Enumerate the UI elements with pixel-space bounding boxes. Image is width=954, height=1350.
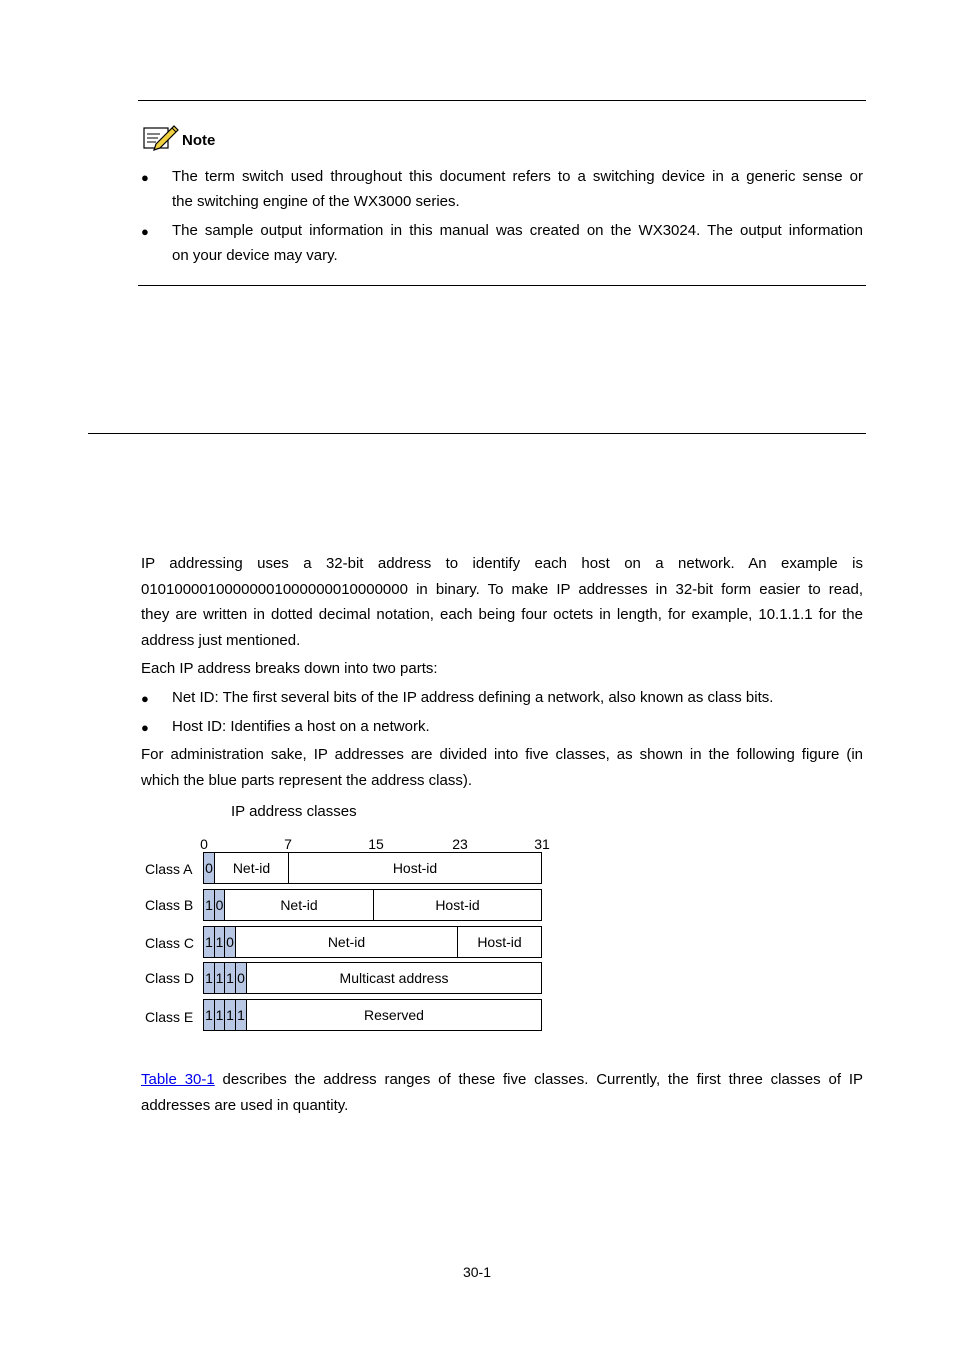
intro-line-2: 01010000100000001000000010000000 in binary. To make IP addresses in 32-bit form easier to read,: [141, 580, 863, 598]
class-c-bit-3: 0: [225, 927, 236, 957]
class-d-row: [203, 962, 542, 994]
class-d-label: Class D: [145, 970, 195, 986]
note-bullet-2-line-1: The sample output information in this manual was created on the WX3024. The output information: [172, 222, 863, 239]
class-b-net-id: Net-id: [225, 890, 374, 920]
intro-line-3: they are written in dotted decimal notation, each being four octets in length, for example, 10.1.1.1 for the: [141, 606, 863, 623]
class-a-row: [203, 852, 542, 884]
class-e-bit-3: 1: [225, 1000, 236, 1030]
class-d-bit-2: 1: [215, 963, 225, 993]
bit-tick-31: 31: [534, 836, 550, 852]
parts-paragraph: Each IP address breaks down into two parts:: [141, 660, 438, 677]
note-bottom-rule: [138, 285, 866, 286]
note-top-rule: [138, 100, 866, 101]
note-bullet-2: [172, 218, 863, 268]
class-e-bit-2: 1: [215, 1000, 225, 1030]
list-bullet-1-dot: ●: [141, 691, 149, 706]
class-a-label: Class A: [145, 861, 193, 877]
list-bullet-2-dot: ●: [141, 720, 149, 735]
class-c-label: Class C: [145, 935, 195, 951]
class-b-row: [203, 889, 542, 921]
class-e-reserved: Reserved: [364, 1007, 424, 1023]
intro-line-4: address just mentioned.: [141, 631, 301, 649]
classes-line-1: For administration sake, IP addresses are divided into five classes, as shown in the following figure (in: [141, 746, 863, 763]
class-b-host-id: Host-id: [435, 897, 480, 913]
bit-tick-23: 23: [452, 836, 468, 852]
classes-line-2: which the blue parts represent the address class).: [141, 771, 473, 789]
note-pencil-icon: [142, 122, 180, 152]
table-ref-line-1: [141, 1067, 863, 1093]
note-bullet-2-dot: ●: [141, 224, 149, 239]
class-c-bit-2: 1: [215, 927, 225, 957]
class-c-host-id: Host-id: [477, 934, 522, 950]
table-ref-line-2: addresses are used in quantity.: [141, 1096, 349, 1114]
classes-paragraph: [141, 742, 863, 793]
class-e-label: Class E: [145, 1009, 194, 1025]
section-rule: [88, 433, 866, 434]
table-ref-line-1-text: describes the address ranges of these five classes. Currently, the first three classes of IP: [214, 1071, 863, 1088]
class-d-bit-4: 0: [236, 963, 247, 993]
class-c-row: [203, 926, 542, 958]
class-d-multicast: Multicast address: [339, 970, 449, 986]
bit-tick-15: 15: [368, 836, 384, 852]
note-bullet-1: [172, 164, 863, 214]
class-a-host-id: Host-id: [392, 860, 438, 876]
intro-line-1: IP addressing uses a 32-bit address to identify each host on a network. An example is: [141, 555, 863, 572]
table-ref-paragraph: [141, 1067, 863, 1118]
class-d-bit-1: 1: [204, 963, 215, 993]
class-b-bit-1: 1: [204, 890, 215, 920]
class-b-bit-2: 0: [215, 890, 225, 920]
class-a-bit-1: 0: [204, 853, 215, 883]
bit-tick-0: 0: [200, 836, 208, 852]
class-e-bit-4: 1: [236, 1000, 247, 1030]
table-30-1-link[interactable]: Table 30-1: [141, 1071, 215, 1088]
list-item-host-id: Host ID: Identifies a host on a network.: [172, 718, 430, 735]
note-bullet-1-line-2: the switching engine of the WX3000 series.: [172, 193, 460, 210]
class-e-row: [203, 999, 542, 1031]
list-item-net-id: Net ID: The first several bits of the IP address defining a network, also known as class bits.: [172, 689, 774, 706]
class-b-label: Class B: [145, 897, 194, 913]
note-bullet-1-line-1: The term switch used throughout this document refers to a switching device in a generic sense or: [172, 168, 863, 185]
note-label: Note: [182, 132, 216, 149]
class-c-bit-1: 1: [204, 927, 215, 957]
bit-tick-7: 7: [284, 836, 292, 852]
note-bullet-1-dot: ●: [141, 170, 149, 185]
class-e-bit-1: 1: [204, 1000, 215, 1030]
page-number: 30-1: [462, 1264, 492, 1280]
note-bullet-2-line-2: on your device may vary.: [172, 247, 338, 264]
figure-caption: IP address classes: [231, 803, 357, 820]
class-c-net-id: Net-id: [236, 927, 458, 957]
intro-paragraph: [141, 551, 863, 653]
class-a-net-id: Net-id: [215, 853, 289, 883]
class-d-bit-3: 1: [225, 963, 236, 993]
